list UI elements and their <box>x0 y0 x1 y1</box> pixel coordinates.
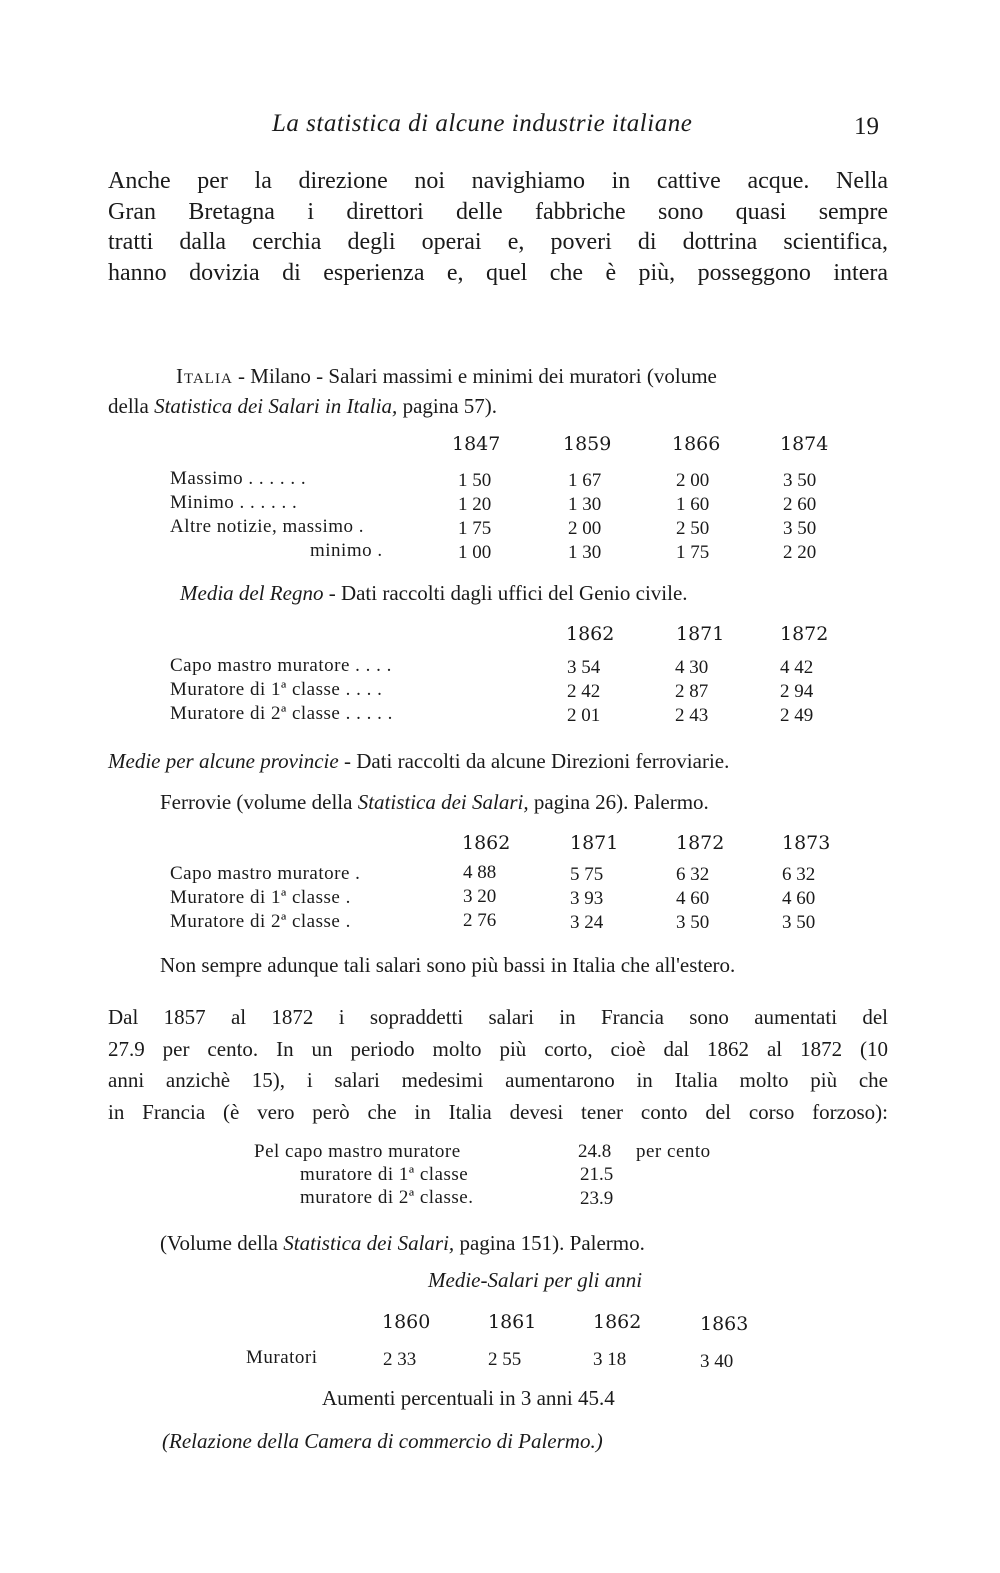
cell: 1 75 <box>676 542 710 563</box>
cell: 1 50 <box>458 470 492 491</box>
cell: 2 20 <box>783 542 817 563</box>
row-label: Capo mastro muratore . <box>170 863 361 884</box>
palermo-title: Medie-Salari per gli anni <box>428 1268 643 1292</box>
cell: 5 75 <box>570 864 604 885</box>
cell: 6 32 <box>676 864 710 885</box>
year-header: 1861 <box>488 1311 537 1333</box>
cell: 3 50 <box>783 470 817 491</box>
cell: 1 20 <box>458 494 492 515</box>
paragraph-line: Dal 1857 al 1872 i sopraddetti salari in Francia sono aumentati del <box>108 1005 888 1029</box>
province-note: Non sempre adunque tali salari sono più bassi in Italia che all'estero. <box>160 953 736 977</box>
year-header: 1862 <box>462 832 511 854</box>
year-header: 1873 <box>782 832 831 854</box>
cell: 1 30 <box>568 542 602 563</box>
year-header: 1874 <box>780 433 829 455</box>
intro-line: tratti dalla cerchia degli operai e, poveri di dottrina scientifica, <box>108 229 888 255</box>
row-label: Altre notizie, massimo . <box>170 516 365 537</box>
row-label: Muratore di 1ª classe . . . . <box>170 679 383 700</box>
cell: 4 42 <box>780 657 814 678</box>
row-label: Minimo . . . . . . <box>170 492 298 513</box>
intro-paragraph <box>108 166 888 288</box>
cell: 2 94 <box>780 681 814 702</box>
increases-source: (Volume della Statistica dei Salari, pagina 151). Palermo. <box>160 1231 645 1255</box>
cell: 1 60 <box>676 494 710 515</box>
cell: 2 33 <box>383 1349 417 1370</box>
cell: 4 30 <box>675 657 709 678</box>
cell: 2 42 <box>567 681 601 702</box>
cell: 2 60 <box>783 494 817 515</box>
intro-line: hanno dovizia di esperienza e, quel che è più, posseggono intera <box>108 259 888 286</box>
regno-caption-title: Media del Regno <box>180 581 324 605</box>
row-label: Capo mastro muratore . . . . <box>170 655 392 676</box>
cell: 4 60 <box>782 888 816 909</box>
cell: 2 49 <box>780 705 814 726</box>
palermo-source: (Relazione della Camera di commercio di Palermo.) <box>162 1429 603 1453</box>
milano-caption-country: Italia <box>176 364 233 388</box>
regno-caption-text: - Dati raccolti dagli uffici del Genio civile. <box>323 581 688 605</box>
milano-caption-text: - Milano - Salari massimi e minimi dei muratori (volume <box>232 364 717 388</box>
row-label: Massimo . . . . . . <box>170 468 307 489</box>
cell: 2 01 <box>567 705 601 726</box>
row-label: Muratore di 2ª classe . <box>170 911 351 932</box>
increase-label: Pel capo mastro muratore <box>254 1141 461 1162</box>
paragraph-line: anni anzichè 15), i salari medesimi aumentarono in Italia molto più che <box>108 1068 888 1092</box>
regno-caption <box>180 579 688 608</box>
source-title: Statistica dei Salari, <box>357 790 529 814</box>
milano-caption <box>176 362 717 391</box>
cell: 3 18 <box>593 1349 627 1370</box>
year-header: 1871 <box>676 623 725 645</box>
cell: 3 20 <box>463 886 497 907</box>
palermo-increase-note: Aumenti percentuali in 3 anni 45.4 <box>322 1386 615 1410</box>
year-header: 1862 <box>566 623 615 645</box>
milano-caption-line2: della Statistica dei Salari in Italia, pagina 57). <box>108 394 498 418</box>
year-header: 1860 <box>382 1311 431 1333</box>
province-caption <box>108 747 729 776</box>
cell: 2 00 <box>568 518 602 539</box>
paragraph-line: in Francia (è vero però che in Italia devesi tener conto del corso forzoso): <box>108 1099 888 1124</box>
province-caption-title: Medie per alcune provincie <box>108 749 339 773</box>
increase-value: 23.9 <box>580 1188 614 1209</box>
increase-label: muratore di 1ª classe <box>300 1164 469 1185</box>
year-header: 1862 <box>593 1311 642 1333</box>
cell: 6 32 <box>782 864 816 885</box>
intro-line: Gran Bretagna i direttori delle fabbriche sono quasi sempre <box>108 198 888 225</box>
year-header: 1863 <box>700 1313 749 1335</box>
row-label: Muratori <box>246 1347 318 1368</box>
running-title: La statistica di alcune industrie italiane <box>272 110 693 137</box>
second-paragraph <box>108 1002 888 1128</box>
year-header: 1872 <box>676 832 725 854</box>
cell: 1 30 <box>568 494 602 515</box>
intro-line: Anche per la direzione noi navighiamo in cattive acque. Nella <box>108 168 888 194</box>
province-caption-line2: Ferrovie (volume della Statistica dei Salari, pagina 26). Palermo. <box>160 790 709 814</box>
cell: 4 60 <box>676 888 710 909</box>
province-caption-text: - Dati raccolti da alcune Direzioni ferroviarie. <box>338 749 730 773</box>
year-header: 1847 <box>452 433 501 455</box>
cell: 1 00 <box>458 542 492 563</box>
row-label: Muratore di 1ª classe . <box>170 887 351 908</box>
cell: 2 76 <box>463 910 497 931</box>
cell: 2 50 <box>676 518 710 539</box>
year-header: 1871 <box>570 832 619 854</box>
year-header: 1872 <box>780 623 829 645</box>
row-label: minimo . <box>310 540 383 561</box>
cell: 3 93 <box>570 888 604 909</box>
row-label: Muratore di 2ª classe . . . . . <box>170 703 393 724</box>
cell: 1 75 <box>458 518 492 539</box>
increase-unit: per cento <box>636 1141 711 1162</box>
cell: 2 00 <box>676 470 710 491</box>
cell: 2 43 <box>675 705 709 726</box>
cell: 3 50 <box>782 912 816 933</box>
increase-value: 21.5 <box>580 1164 614 1185</box>
cell: 3 24 <box>570 912 604 933</box>
source-title: Statistica dei Salari in Italia, <box>154 394 398 418</box>
source-title: Statistica dei Salari, <box>283 1231 455 1255</box>
cell: 2 55 <box>488 1349 522 1370</box>
cell: 1 67 <box>568 470 602 491</box>
page-number: 19 <box>854 113 879 140</box>
cell: 3 54 <box>567 657 601 678</box>
cell: 3 50 <box>783 518 817 539</box>
cell: 2 87 <box>675 681 709 702</box>
increase-value: 24.8 <box>578 1141 612 1162</box>
cell: 3 40 <box>700 1351 734 1372</box>
year-header: 1866 <box>672 433 721 455</box>
cell: 4 88 <box>463 862 497 883</box>
cell: 3 50 <box>676 912 710 933</box>
paragraph-line: 27.9 per cento. In un periodo molto più corto, cioè dal 1862 al 1872 (10 <box>108 1036 888 1061</box>
year-header: 1859 <box>563 433 612 455</box>
increase-label: muratore di 2ª classe. <box>300 1187 474 1208</box>
